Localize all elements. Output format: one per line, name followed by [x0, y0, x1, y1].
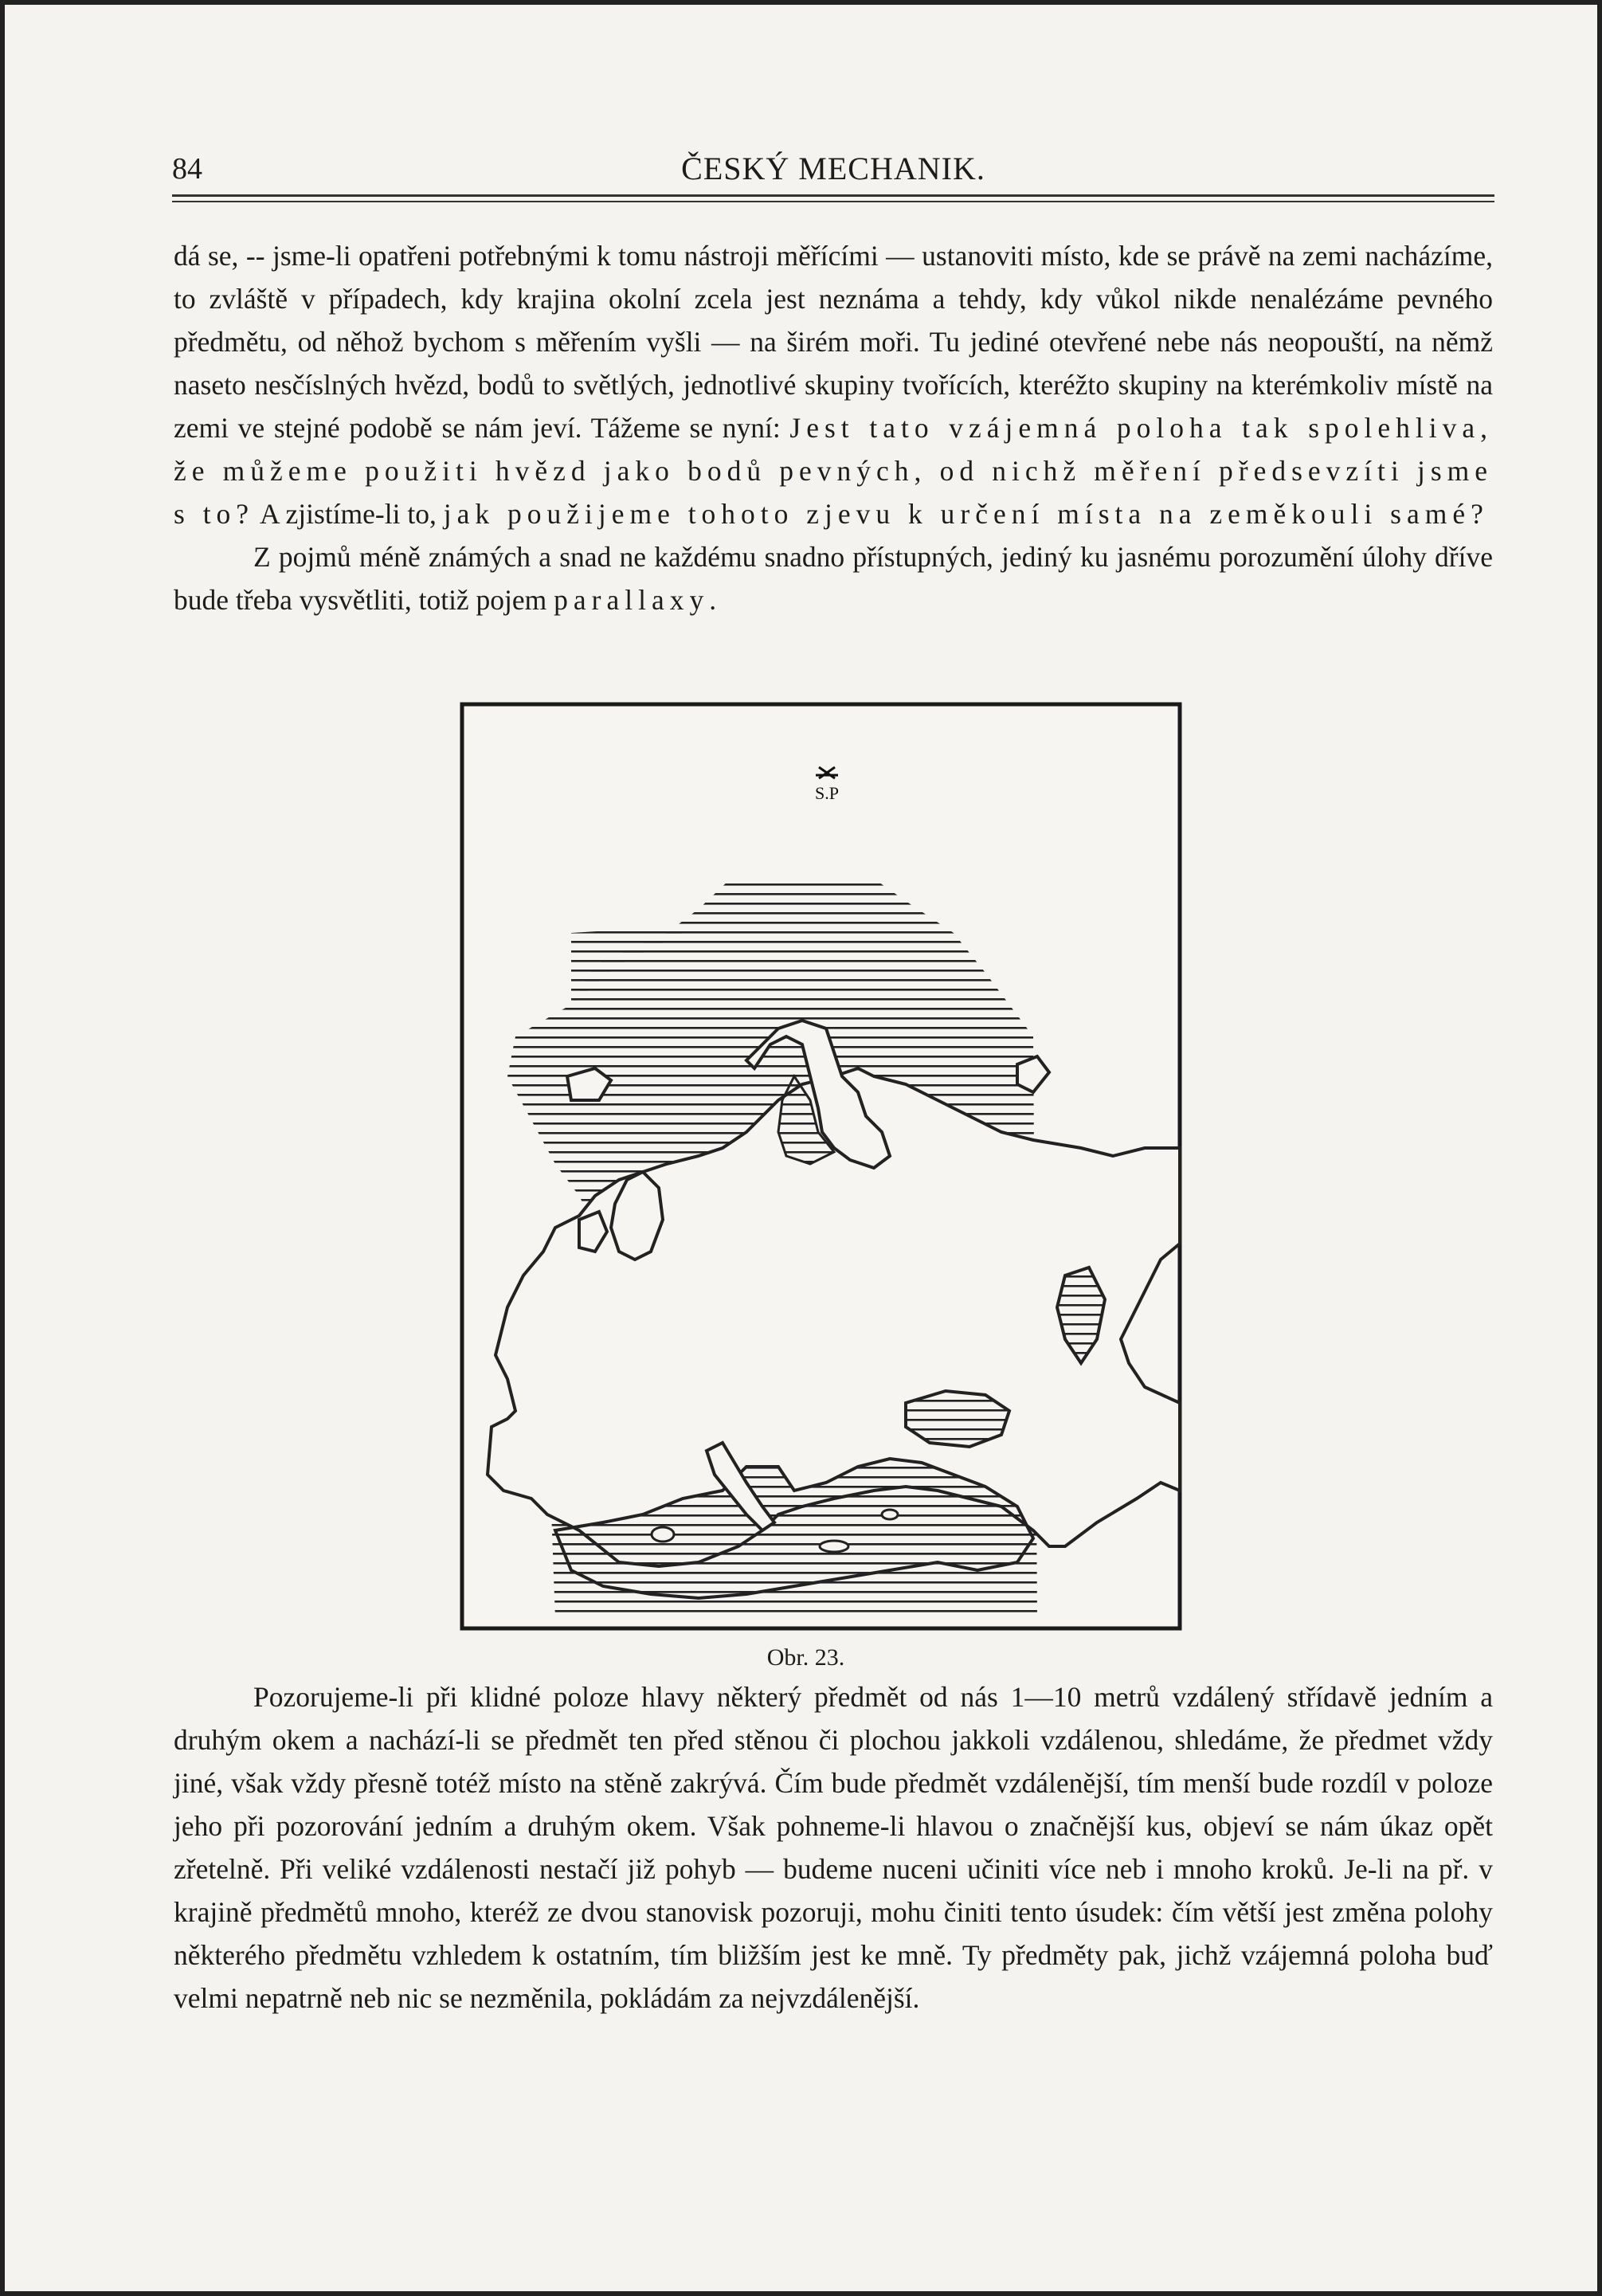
body-text-top	[174, 234, 1493, 621]
paragraph-1-text: dá se, -- jsme-li opatřeni potřebnými k tomu nástroji měřícími — ustanoviti místo, kde se právě na zemi nacházíme, to zvláště v případech, kdy krajina okolní zcela jest neznáma a tehdy, kdy vůkol nikde nenalézáme pevného předmětu, od něhož bychom s měřením vyšli — na širém moři. Tu jediné otevřené nebe nás neopouští, na němž naseto nesčíslných hvězd, bodů to světlých, jednotlivé skupiny tvořících, kteréžto skupiny na kterémkoliv místě na zemi ve stejné podobě se nám jeví. Tážeme se nyní:	[174, 240, 1493, 444]
paragraph-1-connector: A zjistíme-li to,	[254, 498, 444, 530]
paragraph-2	[174, 535, 1493, 621]
island-med-1	[652, 1527, 674, 1542]
figure-23-map	[460, 702, 1182, 1631]
island-med-2	[820, 1541, 848, 1552]
term-parallaxy: parallaxy	[554, 584, 710, 616]
paragraph-2-end: .	[709, 584, 717, 616]
figure-caption: Obr. 23.	[766, 1644, 845, 1671]
black-sea	[906, 1391, 1009, 1447]
question-1: Jest tato vzájemná poloha tak spolehliva, že můžeme použiti hvězd jako bodů pevných, od nichž měření předsevzíti jsme s to?	[174, 412, 1493, 530]
running-head: ČESKÝ MECHANIK.	[681, 151, 985, 186]
paragraph-3: Pozorujeme-li při klidné poloze hlavy některý předmět od nás 1—10 metrů vzdálený střídavě jedním a druhým okem a nachází-li se předmět ten před stěnou či plochou jakkoli vzdálenou, shledáme, že předmet vždy jiné, však vždy přesně totéž místo na stěně zakrývá. Čím bude předmět vzdálenější, tím menší bude rozdíl v poloze jeho při pozorování jedním a druhým okem. Však pohneme-li hlavou o značnější kus, objeví se nám úkaz opět zřetelně. Při veliké vzdálenosti nestačí již pohyb — budeme nuceni učiniti více neb i mnoho kroků. Je-li na př. v krajině předmětů mnoho, kteréž ze dvou stanovisk pozoruji, mohu činiti tento úsudek: čím větší jest změna polohy některého předmětu vzhledem k ostatním, tím bližším jest ke mně. Ty předměty pak, jichž vzájemná poloha buď velmi nepatrně neb nic se nezměnila, pokládám za nejvzdálenější.	[174, 1681, 1493, 2014]
header-rule-thin	[172, 201, 1494, 202]
page-number: 84	[172, 152, 202, 186]
page-header	[172, 147, 1494, 194]
island-med-3	[882, 1510, 898, 1519]
paragraph-2-text: Z pojmů méně známých a snad ne každému snadno přístupných, jediný ku jasnému porozumění úlohy dříve bude třeba vysvětliti, totiž pojem	[174, 541, 1493, 616]
header-rule	[172, 194, 1494, 197]
question-2: jak použijeme tohoto zjevu k určení místa na zeměkouli samé?	[443, 498, 1489, 530]
star-label: S.P	[815, 783, 839, 803]
body-text-bottom	[174, 1675, 1493, 2020]
paragraph-1	[174, 234, 1493, 535]
europe-map-illustration	[460, 702, 1182, 1631]
